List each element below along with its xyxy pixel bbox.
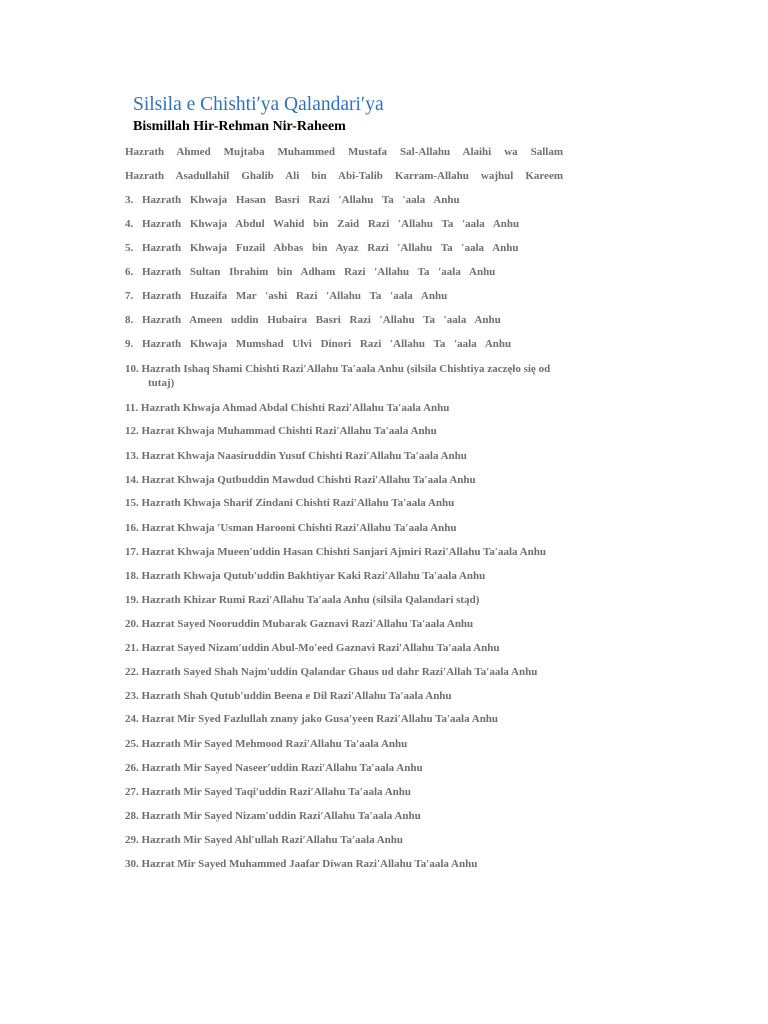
document-subtitle: Bismillah Hir-Rehman Nir-Raheem	[133, 119, 346, 134]
lineage-line: 5. Hazrath Khwaja Fuzail Abbas bin Ayaz Razi ʹAllahu Ta ʹaala Anhu	[125, 242, 519, 254]
lineage-line: 25. Hazrath Mir Sayed Mehmood RaziʹAllahu Taʹaala Anhu	[125, 738, 408, 750]
lineage-line: 11. Hazrath Khwaja Ahmad Abdal Chishti RaziʹAllahu Taʹaala Anhu	[125, 402, 450, 414]
lineage-line: 12. Hazrat Khwaja Muhammad Chishti RaziʹAllahu Taʹaala Anhu	[125, 425, 437, 437]
lineage-line: Hazrath Asadullahil Ghalib Ali bin Abi-Talib Karram-Allahu wajhul Kareem	[125, 170, 563, 182]
lineage-line: 15. Hazrath Khwaja Sharif Zindani Chishti RaziʹAllahu Taʹaala Anhu	[125, 497, 455, 509]
lineage-line: 10. Hazrath Ishaq Shami Chishti RaziʹAllahu Taʹaala Anhu (silsila Chishtiya zaczęło się od tutaj)	[125, 363, 551, 389]
lineage-line: 6. Hazrath Sultan Ibrahim bin Adham Razi ʹAllahu Ta ʹaala Anhu	[125, 266, 496, 278]
lineage-line: 14. Hazrat Khwaja Qutbuddin Mawdud Chishti RaziʹAllahu Taʹaala Anhu	[125, 474, 476, 486]
lineage-line: 7. Hazrath Huzaifa Mar ʹashi Razi ʹAllahu Ta ʹaala Anhu	[125, 290, 448, 302]
lineage-line: 16. Hazrat Khwaja ʹUsman Harooni Chishti RaziʹAllahu Taʹaala Anhu	[125, 522, 457, 534]
lineage-line: 19. Hazrath Khizar Rumi RaziʹAllahu Taʹaala Anhu (silsila Qalandari stąd)	[125, 594, 480, 606]
lineage-line: 27. Hazrath Mir Sayed Taqiʹuddin RaziʹAllahu Taʹaala Anhu	[125, 786, 411, 798]
lineage-line: 9. Hazrath Khwaja Mumshad Ulvi Dinori Razi ʹAllahu Ta ʹaala Anhu	[125, 338, 512, 350]
lineage-line: 20. Hazrat Sayed Nooruddin Mubarak Gaznavi RaziʹAllahu Taʹaala Anhu	[125, 618, 474, 630]
lineage-line: 29. Hazrath Mir Sayed Ahlʹullah RaziʹAllahu Taʹaala Anhu	[125, 834, 404, 846]
lineage-line: 22. Hazrath Sayed Shah Najmʹuddin Qalandar Ghaus ud dahr RaziʹAllah Taʹaala Anhu	[125, 666, 538, 678]
lineage-line: 23. Hazrath Shah Qutubʹuddin Beena e Dil RaziʹAllahu Taʹaala Anhu	[125, 690, 452, 702]
lineage-line: 28. Hazrath Mir Sayed Nizamʹuddin RaziʹAllahu Taʹaala Anhu	[125, 810, 421, 822]
lineage-line: 24. Hazrat Mir Syed Fazlullah znany jako Gusaʹyeen RaziʹAllahu Taʹaala Anhu	[125, 713, 499, 725]
lineage-line: 30. Hazrat Mir Sayed Muhammed Jaafar Diwan RaziʹAllahu Taʹaala Anhu	[125, 858, 478, 870]
lineage-line: 13. Hazrat Khwaja Naasiruddin Yusuf Chishti RaziʹAllahu Taʹaala Anhu	[125, 450, 467, 462]
lineage-line: 17. Hazrat Khwaja Mueenʹuddin Hasan Chishti Sanjari Ajmiri RaziʹAllahu Taʹaala Anhu	[125, 546, 546, 558]
lineage-line: 3. Hazrath Khwaja Hasan Basri Razi ʹAllahu Ta ʹaala Anhu	[125, 194, 460, 206]
lineage-line: 21. Hazrat Sayed Nizamʹuddin Abul-Moʹeed Gaznavi RaziʹAllahu Taʹaala Anhu	[125, 642, 500, 654]
lineage-line: 18. Hazrath Khwaja Qutubʹuddin Bakhtiyar Kaki RaziʹAllahu Taʹaala Anhu	[125, 570, 486, 582]
lineage-line: Hazrath Ahmed Mujtaba Muhammed Mustafa Sal-Allahu Alaihi wa Sallam	[125, 146, 563, 158]
lineage-line: 8. Hazrath Ameen uddin Hubaira Basri Razi ʹAllahu Ta ʹaala Anhu	[125, 314, 501, 326]
lineage-line: 26. Hazrath Mir Sayed Naseerʹuddin RaziʹAllahu Taʹaala Anhu	[125, 762, 423, 774]
document-title: Silsila e Chishtiʹya Qalandariʹya	[133, 94, 384, 115]
lineage-line: 4. Hazrath Khwaja Abdul Wahid bin Zaid Razi ʹAllahu Ta ʹaala Anhu	[125, 218, 520, 230]
